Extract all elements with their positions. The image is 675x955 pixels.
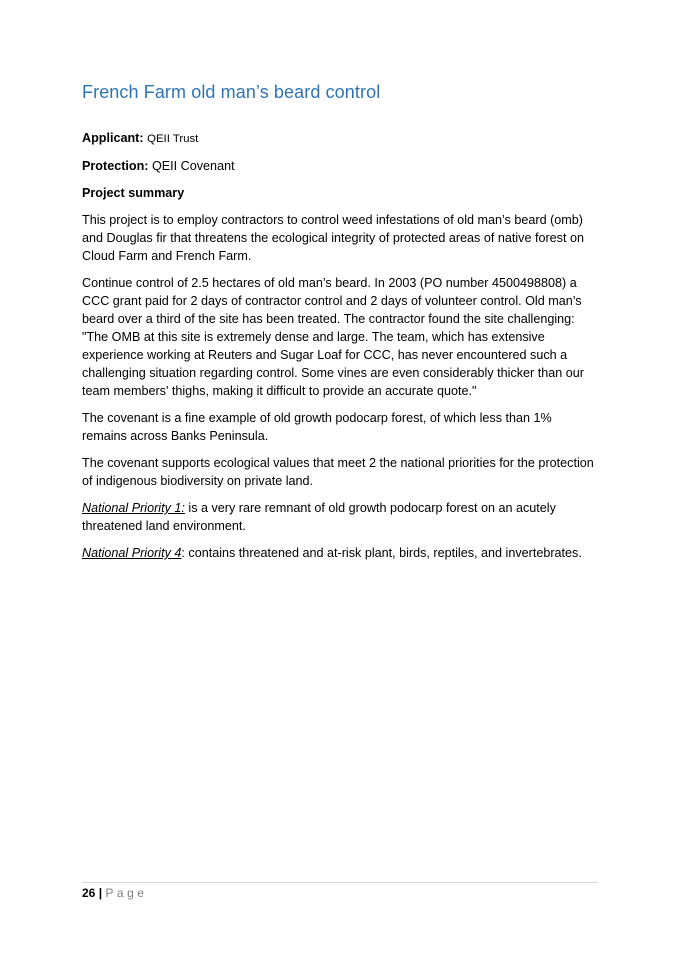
section-heading: Project summary [82, 186, 185, 200]
protection-line [82, 157, 598, 175]
paragraph: The covenant is a fine example of old growth podocarp forest, of which less than 1% remains across Banks Peninsula. [82, 411, 552, 443]
footer-separator: | [98, 886, 103, 900]
document-body [82, 129, 598, 571]
page-number: 26 [82, 886, 96, 900]
priority-item [82, 544, 598, 562]
priority-item [82, 499, 598, 535]
paragraph: Continue control of 2.5 hectares of old man’s beard. In 2003 (PO number 4500498808) a CCC grant paid for 2 days of contractor control and 2 days of volunteer control. Old man’s beard over a third of the site has been treated. The contractor found the site challenging: "The OMB at this site is extremely dense and large. The team, which has extensive experience working at Reuters and Sugar Loaf for CCC, has never encountered such a challenging situation regarding control. Some vines are even considerably thicker than our team members' thighs, making it difficult to provide an accurate quote." [82, 276, 584, 398]
priority-label: National Priority 1: [82, 501, 185, 515]
priority-text: : contains threatened and at-risk plant, birds, reptiles, and invertebrates. [181, 546, 582, 560]
footer-divider [82, 882, 598, 883]
page-title: French Farm old man’s beard control [82, 82, 381, 102]
applicant-label: Applicant: [82, 131, 144, 145]
page-footer [82, 886, 147, 900]
paragraph: This project is to employ contractors to control weed infestations of old man’s beard (omb) and Douglas fir that threatens the ecological integrity of protected areas of native forest on Cloud Farm and French Farm. [82, 213, 584, 263]
priority-text: is a very rare remnant of old growth podocarp forest on an acutely threatened land environment. [82, 501, 556, 533]
paragraph: The covenant supports ecological values that meet 2 the national priorities for the protection of indigenous biodiversity on private land. [82, 456, 594, 488]
applicant-value: QEII Trust [147, 133, 199, 145]
applicant-line [82, 129, 598, 148]
protection-value: QEII Covenant [151, 159, 235, 173]
page-word: Page [105, 886, 148, 900]
priority-label: National Priority 4 [82, 546, 182, 560]
protection-label: Protection: [82, 159, 149, 173]
